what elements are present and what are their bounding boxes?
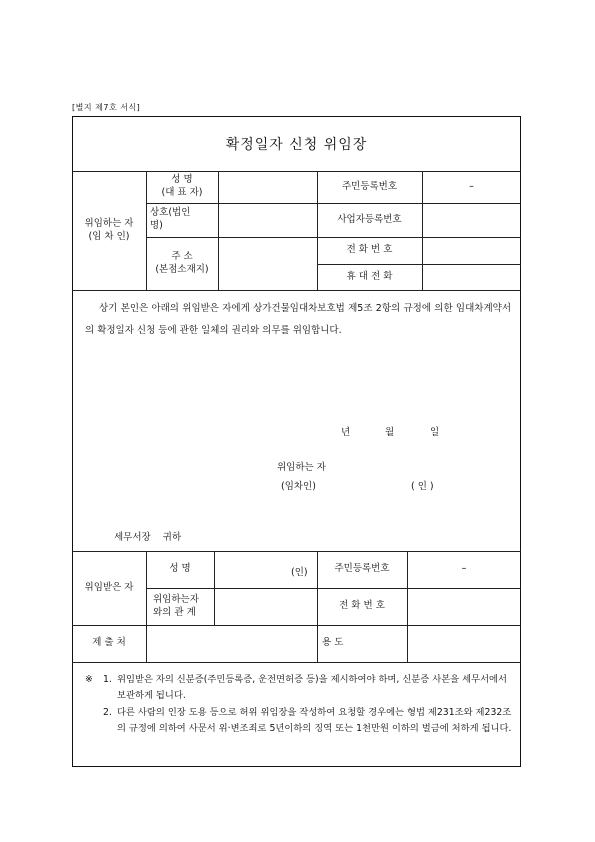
form-label: [별지 제7호 서식] — [72, 103, 141, 112]
delegator-business-no-field[interactable] — [422, 203, 521, 237]
delegator-phone-field[interactable] — [422, 237, 521, 264]
note-mark: ※ — [85, 674, 93, 685]
rule-below-delegator — [72, 290, 521, 291]
delegator-phone-label: 전 화 번 호 — [346, 244, 393, 256]
delegator-address-label: 주 소 (본점소재지) — [155, 250, 209, 275]
note-text-1: 위임받은 자의 신분증(주민등록증, 운전면허증 등)을 제시하여야 하며, 신분증 사본을 세무서에서 보관하게 됩니다. — [117, 674, 508, 701]
rule-above-notes — [72, 662, 521, 663]
delegate-section-label: 위임받은 자 — [84, 581, 134, 593]
note-number-1: 1. — [103, 674, 112, 685]
signature-role: (임차인) — [281, 481, 316, 492]
note-number-2: 2. — [103, 707, 112, 718]
delegate-relation-field[interactable] — [214, 588, 317, 625]
submit-to-label: 제 출 처 — [92, 637, 126, 649]
page-title: 확정일자 신청 위임장 — [225, 136, 368, 153]
delegation-statement: 상기 본인은 아래의 위임받은 자에게 상가건물임대차보호법 제5조 2항의 규정에 의한 임대차계약서의 확정일자 신청 등에 관한 일체의 권리와 의무를 위임합니다. — [85, 303, 511, 336]
delegate-name-label: 성 명 — [169, 563, 191, 575]
delegate-id-field[interactable]: – — [461, 563, 467, 575]
delegate-id-label: 주민등록번호 — [334, 563, 390, 575]
delegator-company-field[interactable] — [218, 203, 317, 237]
delegator-name-label: 성 명 (대 표 자) — [161, 174, 203, 198]
delegator-id-label: 주민등록번호 — [341, 180, 398, 192]
delegate-phone-field[interactable] — [407, 588, 521, 625]
delegator-address-field[interactable] — [218, 237, 317, 290]
delegator-mobile-field[interactable] — [422, 264, 521, 290]
purpose-label: 용 도 — [322, 637, 344, 649]
delegator-id-field[interactable]: – — [469, 180, 474, 192]
delegator-section-label: 위임하는 자 (임 차 인) — [84, 217, 134, 242]
delegator-mobile-label: 휴 대 전 화 — [346, 270, 393, 282]
note-item-1 — [85, 672, 515, 704]
delegate-phone-label: 전 화 번 호 — [339, 600, 385, 612]
addressee: 세무서장 귀하 — [114, 532, 182, 543]
note-item-2 — [85, 705, 515, 737]
notes — [85, 672, 515, 737]
purpose-field[interactable] — [407, 625, 521, 662]
delegator-company-label: 상호(법인 명) — [150, 207, 191, 231]
submit-to-field[interactable] — [146, 625, 317, 662]
signature-seal: ( 인 ) — [411, 481, 434, 492]
note-text-2: 다른 사람의 인장 도용 등으로 허위 위임장을 작성하여 요청할 경우에는 형법 제231조와 제232조의 규정에 의하여 사문서 위·변조죄로 5년이하의 징역 또는 1천만원 이하의 벌금에 처하게 됩니다. — [117, 707, 512, 734]
signature-label: 위임하는 자 — [277, 462, 326, 473]
delegator-name-field[interactable] — [218, 171, 317, 203]
date-month: 월 — [385, 427, 395, 438]
date-year: 년 — [341, 427, 351, 438]
date-day: 일 — [430, 427, 440, 438]
delegate-seal: (인) — [291, 567, 308, 578]
delegator-business-no-label: 사업자등록번호 — [337, 213, 402, 225]
delegate-relation-label: 위임하는자 와의 관 계 — [153, 593, 199, 618]
